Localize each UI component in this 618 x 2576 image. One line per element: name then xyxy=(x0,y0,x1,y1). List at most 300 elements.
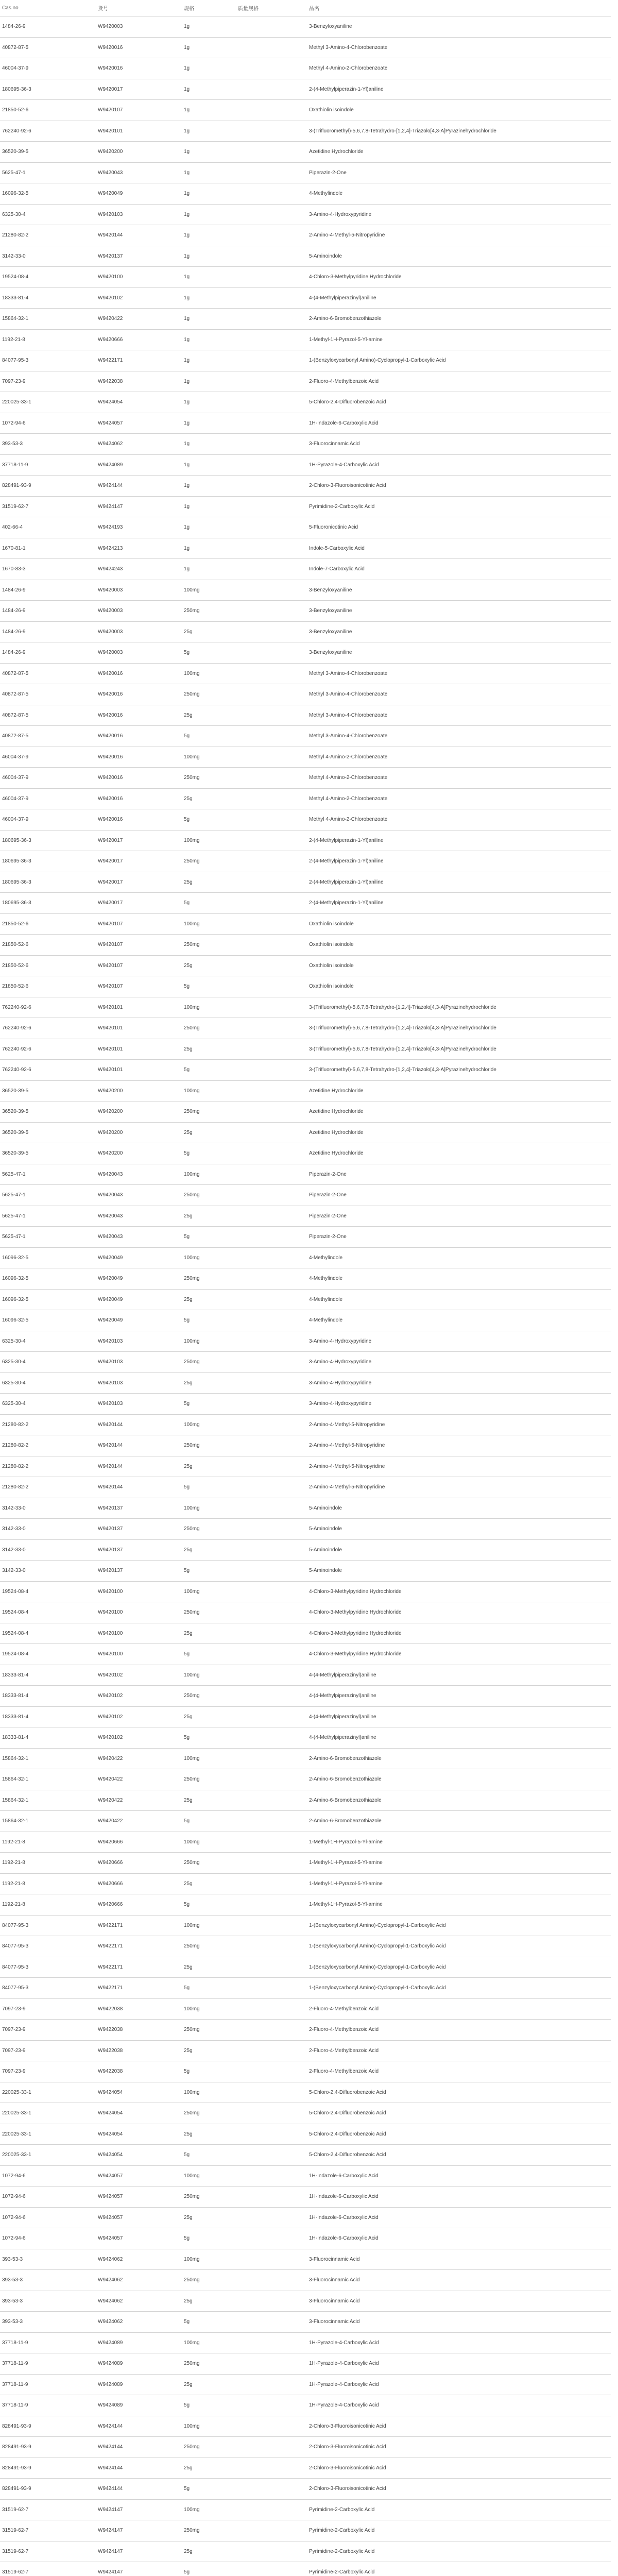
header-spec: 规格 xyxy=(182,0,236,16)
cell-quality-spec xyxy=(236,1331,307,1352)
cell-item-no: W9424243 xyxy=(96,559,182,580)
cell-quality-spec xyxy=(236,2040,307,2061)
cell-cas-no: 46004-37-9 xyxy=(0,768,96,789)
cell-quality-spec xyxy=(236,2207,307,2228)
cell-product-name: 1-(Benzyloxycarbonyl Amino)-Cyclopropyl-1-Carboxylic Acid xyxy=(307,1915,611,1936)
cell-product-name: 3-Amino-4-Hydroxypyridine xyxy=(307,1372,611,1394)
cell-quality-spec xyxy=(236,788,307,809)
cell-cas-no: 31519-62-7 xyxy=(0,2541,96,2562)
cell-item-no: W9422038 xyxy=(96,371,182,392)
cell-item-no: W9420100 xyxy=(96,1644,182,1665)
cell-spec: 250mg xyxy=(182,2020,236,2041)
cell-cas-no: 21280-82-2 xyxy=(0,1477,96,1498)
cell-spec: 1g xyxy=(182,517,236,538)
cell-cas-no: 3142-33-0 xyxy=(0,1561,96,1582)
cell-item-no: W9420102 xyxy=(96,1727,182,1749)
cell-cas-no: 31519-62-7 xyxy=(0,2562,96,2576)
cell-cas-no: 84077-95-3 xyxy=(0,350,96,371)
cell-quality-spec xyxy=(236,955,307,976)
cell-cas-no: 36520-39-5 xyxy=(0,1101,96,1123)
table-row xyxy=(0,2270,611,2291)
cell-product-name: Methyl 4-Amino-2-Chlorobenzoate xyxy=(307,747,611,768)
cell-product-name: 2-Amino-4-Methyl-5-Nitropyridine xyxy=(307,1414,611,1435)
cell-spec: 1g xyxy=(182,58,236,79)
table-row xyxy=(0,1060,611,1081)
cell-quality-spec xyxy=(236,1498,307,1519)
cell-item-no: W9420102 xyxy=(96,287,182,309)
table-row xyxy=(0,1581,611,1602)
cell-spec: 25g xyxy=(182,621,236,642)
cell-quality-spec xyxy=(236,559,307,580)
table-row xyxy=(0,2207,611,2228)
cell-item-no: W9420101 xyxy=(96,997,182,1018)
cell-quality-spec xyxy=(236,1206,307,1227)
table-row xyxy=(0,1853,611,1874)
cell-quality-spec xyxy=(236,538,307,559)
cell-item-no: W9420103 xyxy=(96,1331,182,1352)
cell-product-name: 3-(Trifluoromethyl)-5,6,7,8-Tetrahydro-[1,2,4]-Triazolo[4,3-A]Pyrazinehydrochloride xyxy=(307,1039,611,1060)
cell-quality-spec xyxy=(236,1978,307,1999)
cell-spec: 25g xyxy=(182,2541,236,2562)
cell-item-no: W9420102 xyxy=(96,1665,182,1686)
cell-spec: 5g xyxy=(182,2395,236,2416)
table-row xyxy=(0,2249,611,2270)
cell-item-no: W9424089 xyxy=(96,2353,182,2375)
cell-product-name: 3-Benzyloxyaniline xyxy=(307,580,611,601)
cell-product-name: 1H-Indazole-6-Carboxylic Acid xyxy=(307,2207,611,2228)
cell-item-no: W9420144 xyxy=(96,1477,182,1498)
cell-quality-spec xyxy=(236,1164,307,1185)
cell-item-no: W9420049 xyxy=(96,1310,182,1331)
cell-spec: 250mg xyxy=(182,2353,236,2375)
cell-quality-spec xyxy=(236,496,307,517)
table-row xyxy=(0,2103,611,2124)
cell-quality-spec xyxy=(236,37,307,58)
cell-product-name: 3-Fluorocinnamic Acid xyxy=(307,434,611,455)
cell-cas-no: 6325-30-4 xyxy=(0,1331,96,1352)
cell-item-no: W9424213 xyxy=(96,538,182,559)
cell-cas-no: 16096-32-5 xyxy=(0,1268,96,1290)
table-row xyxy=(0,955,611,976)
table-row xyxy=(0,1247,611,1268)
table-row xyxy=(0,1018,611,1039)
cell-item-no: W9420144 xyxy=(96,225,182,246)
table-row xyxy=(0,2187,611,2208)
cell-quality-spec xyxy=(236,997,307,1018)
table-row xyxy=(0,1998,611,2020)
cell-spec: 5g xyxy=(182,1727,236,1749)
cell-quality-spec xyxy=(236,1539,307,1561)
cell-cas-no: 180695-36-3 xyxy=(0,830,96,851)
cell-spec: 1g xyxy=(182,413,236,434)
cell-product-name: Piperazin-2-One xyxy=(307,1206,611,1227)
cell-spec: 100mg xyxy=(182,1665,236,1686)
cell-quality-spec xyxy=(236,1686,307,1707)
table-row xyxy=(0,1039,611,1060)
cell-quality-spec xyxy=(236,121,307,142)
cell-spec: 250mg xyxy=(182,1769,236,1790)
table-row xyxy=(0,79,611,100)
cell-item-no: W9420137 xyxy=(96,246,182,267)
cell-item-no: W9420100 xyxy=(96,1581,182,1602)
cell-spec: 25g xyxy=(182,1122,236,1143)
table-row xyxy=(0,1185,611,1206)
table-row xyxy=(0,413,611,434)
table-row xyxy=(0,2145,611,2166)
cell-spec: 5g xyxy=(182,1978,236,1999)
cell-spec: 25g xyxy=(182,1623,236,1644)
cell-product-name: 3-Fluorocinnamic Acid xyxy=(307,2249,611,2270)
cell-product-name: 2-(4-Methylpiperazin-1-Yl)aniline xyxy=(307,872,611,893)
cell-quality-spec xyxy=(236,872,307,893)
table-row xyxy=(0,747,611,768)
cell-cas-no: 40872-87-5 xyxy=(0,705,96,726)
table-row xyxy=(0,476,611,497)
cell-product-name: 1H-Pyrazole-4-Carboxylic Acid xyxy=(307,454,611,476)
cell-item-no: W9424062 xyxy=(96,2249,182,2270)
cell-quality-spec xyxy=(236,2520,307,2541)
cell-cas-no: 37718-11-9 xyxy=(0,2353,96,2375)
cell-product-name: 5-Aminoindole xyxy=(307,1498,611,1519)
cell-spec: 250mg xyxy=(182,1352,236,1373)
cell-item-no: W9420422 xyxy=(96,1748,182,1769)
cell-spec: 250mg xyxy=(182,851,236,872)
cell-spec: 100mg xyxy=(182,1915,236,1936)
cell-item-no: W9422171 xyxy=(96,350,182,371)
cell-item-no: W9420100 xyxy=(96,1602,182,1623)
cell-item-no: W9420107 xyxy=(96,976,182,997)
cell-quality-spec xyxy=(236,79,307,100)
cell-item-no: W9420003 xyxy=(96,16,182,38)
cell-spec: 1g xyxy=(182,183,236,205)
cell-item-no: W9422038 xyxy=(96,2020,182,2041)
cell-cas-no: 36520-39-5 xyxy=(0,1143,96,1164)
cell-cas-no: 5625-47-1 xyxy=(0,1164,96,1185)
cell-spec: 1g xyxy=(182,267,236,288)
cell-item-no: W9420003 xyxy=(96,621,182,642)
cell-spec: 1g xyxy=(182,142,236,163)
table-row xyxy=(0,1644,611,1665)
cell-product-name: 2-Fluoro-4-Methylbenzoic Acid xyxy=(307,371,611,392)
cell-spec: 250mg xyxy=(182,684,236,705)
cell-quality-spec xyxy=(236,913,307,935)
cell-cas-no: 84077-95-3 xyxy=(0,1957,96,1978)
cell-product-name: Oxathiolin isoindole xyxy=(307,976,611,997)
cell-quality-spec xyxy=(236,309,307,330)
table-row xyxy=(0,2437,611,2458)
cell-spec: 1g xyxy=(182,476,236,497)
cell-item-no: W9420017 xyxy=(96,851,182,872)
cell-product-name: 2-Amino-6-Bromobenzothiazole xyxy=(307,1790,611,1811)
cell-item-no: W9420017 xyxy=(96,79,182,100)
cell-cas-no: 828491-93-9 xyxy=(0,2416,96,2437)
table-row xyxy=(0,1665,611,1686)
cell-cas-no: 36520-39-5 xyxy=(0,1122,96,1143)
cell-quality-spec xyxy=(236,1519,307,1540)
cell-spec: 5g xyxy=(182,2312,236,2333)
cell-quality-spec xyxy=(236,642,307,664)
cell-cas-no: 36520-39-5 xyxy=(0,1080,96,1101)
cell-product-name: 2-Fluoro-4-Methylbenzoic Acid xyxy=(307,2061,611,2082)
cell-cas-no: 37718-11-9 xyxy=(0,2374,96,2395)
cell-quality-spec xyxy=(236,1080,307,1101)
cell-product-name: 5-Aminoindole xyxy=(307,246,611,267)
cell-product-name: Methyl 4-Amino-2-Chlorobenzoate xyxy=(307,788,611,809)
table-row xyxy=(0,601,611,622)
cell-item-no: W9420666 xyxy=(96,1832,182,1853)
cell-cas-no: 1072-94-6 xyxy=(0,2187,96,2208)
cell-cas-no: 21280-82-2 xyxy=(0,1435,96,1456)
cell-spec: 1g xyxy=(182,121,236,142)
cell-item-no: W9420144 xyxy=(96,1414,182,1435)
cell-quality-spec xyxy=(236,287,307,309)
cell-spec: 5g xyxy=(182,1060,236,1081)
cell-spec: 100mg xyxy=(182,2416,236,2437)
cell-cas-no: 3142-33-0 xyxy=(0,1539,96,1561)
cell-product-name: Oxathiolin isoindole xyxy=(307,955,611,976)
cell-cas-no: 393-53-3 xyxy=(0,2312,96,2333)
cell-product-name: Azetidine Hydrochloride xyxy=(307,1143,611,1164)
table-row xyxy=(0,1748,611,1769)
table-row xyxy=(0,1623,611,1644)
cell-cas-no: 1670-81-1 xyxy=(0,538,96,559)
cell-cas-no: 7097-23-9 xyxy=(0,371,96,392)
cell-quality-spec xyxy=(236,434,307,455)
cell-spec: 5g xyxy=(182,893,236,914)
cell-item-no: W9420043 xyxy=(96,1185,182,1206)
cell-product-name: 1-(Benzyloxycarbonyl Amino)-Cyclopropyl-1-Carboxylic Acid xyxy=(307,1936,611,1957)
cell-item-no: W9420003 xyxy=(96,601,182,622)
cell-item-no: W9420043 xyxy=(96,162,182,183)
cell-product-name: Azetidine Hydrochloride xyxy=(307,1122,611,1143)
cell-quality-spec xyxy=(236,580,307,601)
cell-product-name: 3-Fluorocinnamic Acid xyxy=(307,2270,611,2291)
table-row xyxy=(0,267,611,288)
cell-cas-no: 15864-32-1 xyxy=(0,1790,96,1811)
table-row xyxy=(0,705,611,726)
cell-product-name: 4-(4-Methylpiperazinyl)aniline xyxy=(307,1686,611,1707)
cell-item-no: W9424147 xyxy=(96,496,182,517)
cell-product-name: 4-Methylindole xyxy=(307,183,611,205)
cell-cas-no: 180695-36-3 xyxy=(0,79,96,100)
cell-product-name: 4-Methylindole xyxy=(307,1247,611,1268)
cell-cas-no: 18333-81-4 xyxy=(0,1727,96,1749)
cell-quality-spec xyxy=(236,1435,307,1456)
cell-quality-spec xyxy=(236,1894,307,1916)
cell-item-no: W9424062 xyxy=(96,434,182,455)
cell-quality-spec xyxy=(236,329,307,350)
table-row xyxy=(0,517,611,538)
cell-quality-spec xyxy=(236,1602,307,1623)
table-row xyxy=(0,2020,611,2041)
cell-product-name: 5-Chloro-2,4-Difluorobenzoic Acid xyxy=(307,2103,611,2124)
cell-product-name: 5-Chloro-2,4-Difluorobenzoic Acid xyxy=(307,2082,611,2103)
cell-quality-spec xyxy=(236,1227,307,1248)
table-row xyxy=(0,1686,611,1707)
cell-product-name: 4-Chloro-3-Methylpyridine Hydrochloride xyxy=(307,1623,611,1644)
table-row xyxy=(0,183,611,205)
cell-product-name: 1-Methyl-1H-Pyrazol-5-Yl-amine xyxy=(307,1873,611,1894)
cell-product-name: 4-Methylindole xyxy=(307,1268,611,1290)
cell-item-no: W9420137 xyxy=(96,1519,182,1540)
table-row xyxy=(0,2291,611,2312)
cell-item-no: W9420107 xyxy=(96,100,182,121)
cell-cas-no: 1484-26-9 xyxy=(0,580,96,601)
table-row xyxy=(0,1873,611,1894)
cell-product-name: 2-Amino-6-Bromobenzothiazole xyxy=(307,309,611,330)
cell-product-name: 5-Chloro-2,4-Difluorobenzoic Acid xyxy=(307,392,611,413)
table-row xyxy=(0,1706,611,1727)
cell-quality-spec xyxy=(236,1644,307,1665)
cell-product-name: 1-Methyl-1H-Pyrazol-5-Yl-amine xyxy=(307,1853,611,1874)
cell-item-no: W9422171 xyxy=(96,1936,182,1957)
table-row xyxy=(0,809,611,831)
table-row xyxy=(0,997,611,1018)
cell-quality-spec xyxy=(236,2061,307,2082)
cell-product-name: Piperazin-2-One xyxy=(307,1164,611,1185)
cell-product-name: 4-Chloro-3-Methylpyridine Hydrochloride xyxy=(307,1602,611,1623)
cell-quality-spec xyxy=(236,225,307,246)
cell-spec: 5g xyxy=(182,2479,236,2500)
cell-spec: 25g xyxy=(182,872,236,893)
cell-spec: 25g xyxy=(182,705,236,726)
cell-quality-spec xyxy=(236,2353,307,2375)
cell-cas-no: 18333-81-4 xyxy=(0,1665,96,1686)
cell-quality-spec xyxy=(236,1853,307,1874)
table-row xyxy=(0,2499,611,2520)
cell-item-no: W9420016 xyxy=(96,726,182,747)
cell-item-no: W9424144 xyxy=(96,2416,182,2437)
cell-item-no: W9420100 xyxy=(96,267,182,288)
cell-quality-spec xyxy=(236,893,307,914)
cell-item-no: W9420101 xyxy=(96,1060,182,1081)
cell-cas-no: 6325-30-4 xyxy=(0,1352,96,1373)
cell-product-name: Methyl 3-Amino-4-Chlorobenzoate xyxy=(307,705,611,726)
cell-cas-no: 40872-87-5 xyxy=(0,684,96,705)
table-row xyxy=(0,100,611,121)
table-row xyxy=(0,2374,611,2395)
cell-item-no: W9420049 xyxy=(96,183,182,205)
table-row xyxy=(0,788,611,809)
table-row xyxy=(0,2562,611,2576)
cell-cas-no: 37718-11-9 xyxy=(0,2332,96,2353)
cell-quality-spec xyxy=(236,684,307,705)
cell-spec: 25g xyxy=(182,2124,236,2145)
cell-spec: 1g xyxy=(182,204,236,225)
cell-quality-spec xyxy=(236,2437,307,2458)
cell-product-name: Azetidine Hydrochloride xyxy=(307,1101,611,1123)
cell-spec: 250mg xyxy=(182,2437,236,2458)
cell-spec: 25g xyxy=(182,1706,236,1727)
cell-quality-spec xyxy=(236,1477,307,1498)
cell-quality-spec xyxy=(236,1769,307,1790)
cell-quality-spec xyxy=(236,1143,307,1164)
cell-quality-spec xyxy=(236,100,307,121)
cell-item-no: W9420016 xyxy=(96,684,182,705)
cell-spec: 1g xyxy=(182,100,236,121)
cell-cas-no: 220025-33-1 xyxy=(0,2124,96,2145)
cell-cas-no: 84077-95-3 xyxy=(0,1915,96,1936)
cell-product-name: 2-Amino-6-Bromobenzothiazole xyxy=(307,1811,611,1832)
cell-cas-no: 1192-21-8 xyxy=(0,1832,96,1853)
cell-product-name: 5-Chloro-2,4-Difluorobenzoic Acid xyxy=(307,2124,611,2145)
cell-spec: 25g xyxy=(182,1957,236,1978)
cell-item-no: W9420017 xyxy=(96,830,182,851)
cell-cas-no: 46004-37-9 xyxy=(0,747,96,768)
cell-product-name: 1H-Indazole-6-Carboxylic Acid xyxy=(307,2165,611,2187)
cell-product-name: Piperazin-2-One xyxy=(307,162,611,183)
table-row xyxy=(0,684,611,705)
table-row xyxy=(0,768,611,789)
cell-item-no: W9424193 xyxy=(96,517,182,538)
table-row xyxy=(0,454,611,476)
cell-product-name: Methyl 4-Amino-2-Chlorobenzoate xyxy=(307,58,611,79)
cell-item-no: W9420043 xyxy=(96,1227,182,1248)
table-row xyxy=(0,1519,611,1540)
cell-quality-spec xyxy=(236,2458,307,2479)
cell-item-no: W9424057 xyxy=(96,413,182,434)
cell-product-name: 2-Amino-4-Methyl-5-Nitropyridine xyxy=(307,1435,611,1456)
cell-cas-no: 21850-52-6 xyxy=(0,935,96,956)
cell-product-name: 3-(Trifluoromethyl)-5,6,7,8-Tetrahydro-[1,2,4]-Triazolo[4,3-A]Pyrazinehydrochloride xyxy=(307,997,611,1018)
cell-cas-no: 21850-52-6 xyxy=(0,100,96,121)
table-row xyxy=(0,1936,611,1957)
cell-quality-spec xyxy=(236,2541,307,2562)
cell-product-name: Piperazin-2-One xyxy=(307,1227,611,1248)
cell-cas-no: 7097-23-9 xyxy=(0,1998,96,2020)
cell-cas-no: 40872-87-5 xyxy=(0,726,96,747)
cell-cas-no: 15864-32-1 xyxy=(0,309,96,330)
cell-cas-no: 828491-93-9 xyxy=(0,2479,96,2500)
table-row xyxy=(0,1811,611,1832)
cell-spec: 100mg xyxy=(182,913,236,935)
table-row xyxy=(0,2124,611,2145)
table-row xyxy=(0,621,611,642)
cell-cas-no: 3142-33-0 xyxy=(0,1498,96,1519)
cell-product-name: Azetidine Hydrochloride xyxy=(307,142,611,163)
cell-item-no: W9420666 xyxy=(96,329,182,350)
cell-quality-spec xyxy=(236,2124,307,2145)
cell-product-name: 5-Chloro-2,4-Difluorobenzoic Acid xyxy=(307,2145,611,2166)
cell-cas-no: 1670-83-3 xyxy=(0,559,96,580)
cell-quality-spec xyxy=(236,371,307,392)
table-row xyxy=(0,121,611,142)
cell-cas-no: 7097-23-9 xyxy=(0,2040,96,2061)
cell-cas-no: 19524-08-4 xyxy=(0,1623,96,1644)
cell-product-name: 4-Methylindole xyxy=(307,1289,611,1310)
cell-item-no: W9424089 xyxy=(96,2374,182,2395)
cell-product-name: 1H-Pyrazole-4-Carboxylic Acid xyxy=(307,2353,611,2375)
cell-quality-spec xyxy=(236,1811,307,1832)
cell-quality-spec xyxy=(236,476,307,497)
cell-item-no: W9420200 xyxy=(96,1101,182,1123)
cell-item-no: W9422171 xyxy=(96,1978,182,1999)
cell-product-name: Oxathiolin isoindole xyxy=(307,913,611,935)
table-row xyxy=(0,246,611,267)
table-row xyxy=(0,2228,611,2249)
cell-product-name: 3-(Trifluoromethyl)-5,6,7,8-Tetrahydro-[1,2,4]-Triazolo[4,3-A]Pyrazinehydrochloride xyxy=(307,1018,611,1039)
cell-cas-no: 37718-11-9 xyxy=(0,2395,96,2416)
cell-spec: 5g xyxy=(182,1894,236,1916)
cell-spec: 100mg xyxy=(182,663,236,684)
cell-product-name: 3-(Trifluoromethyl)-5,6,7,8-Tetrahydro-[1,2,4]-Triazolo[4,3-A]Pyrazinehydrochloride xyxy=(307,1060,611,1081)
cell-spec: 5g xyxy=(182,2145,236,2166)
table-row xyxy=(0,1268,611,1290)
cell-cas-no: 7097-23-9 xyxy=(0,2020,96,2041)
cell-cas-no: 5625-47-1 xyxy=(0,1185,96,1206)
cell-cas-no: 16096-32-5 xyxy=(0,1289,96,1310)
cell-product-name: 1H-Indazole-6-Carboxylic Acid xyxy=(307,413,611,434)
